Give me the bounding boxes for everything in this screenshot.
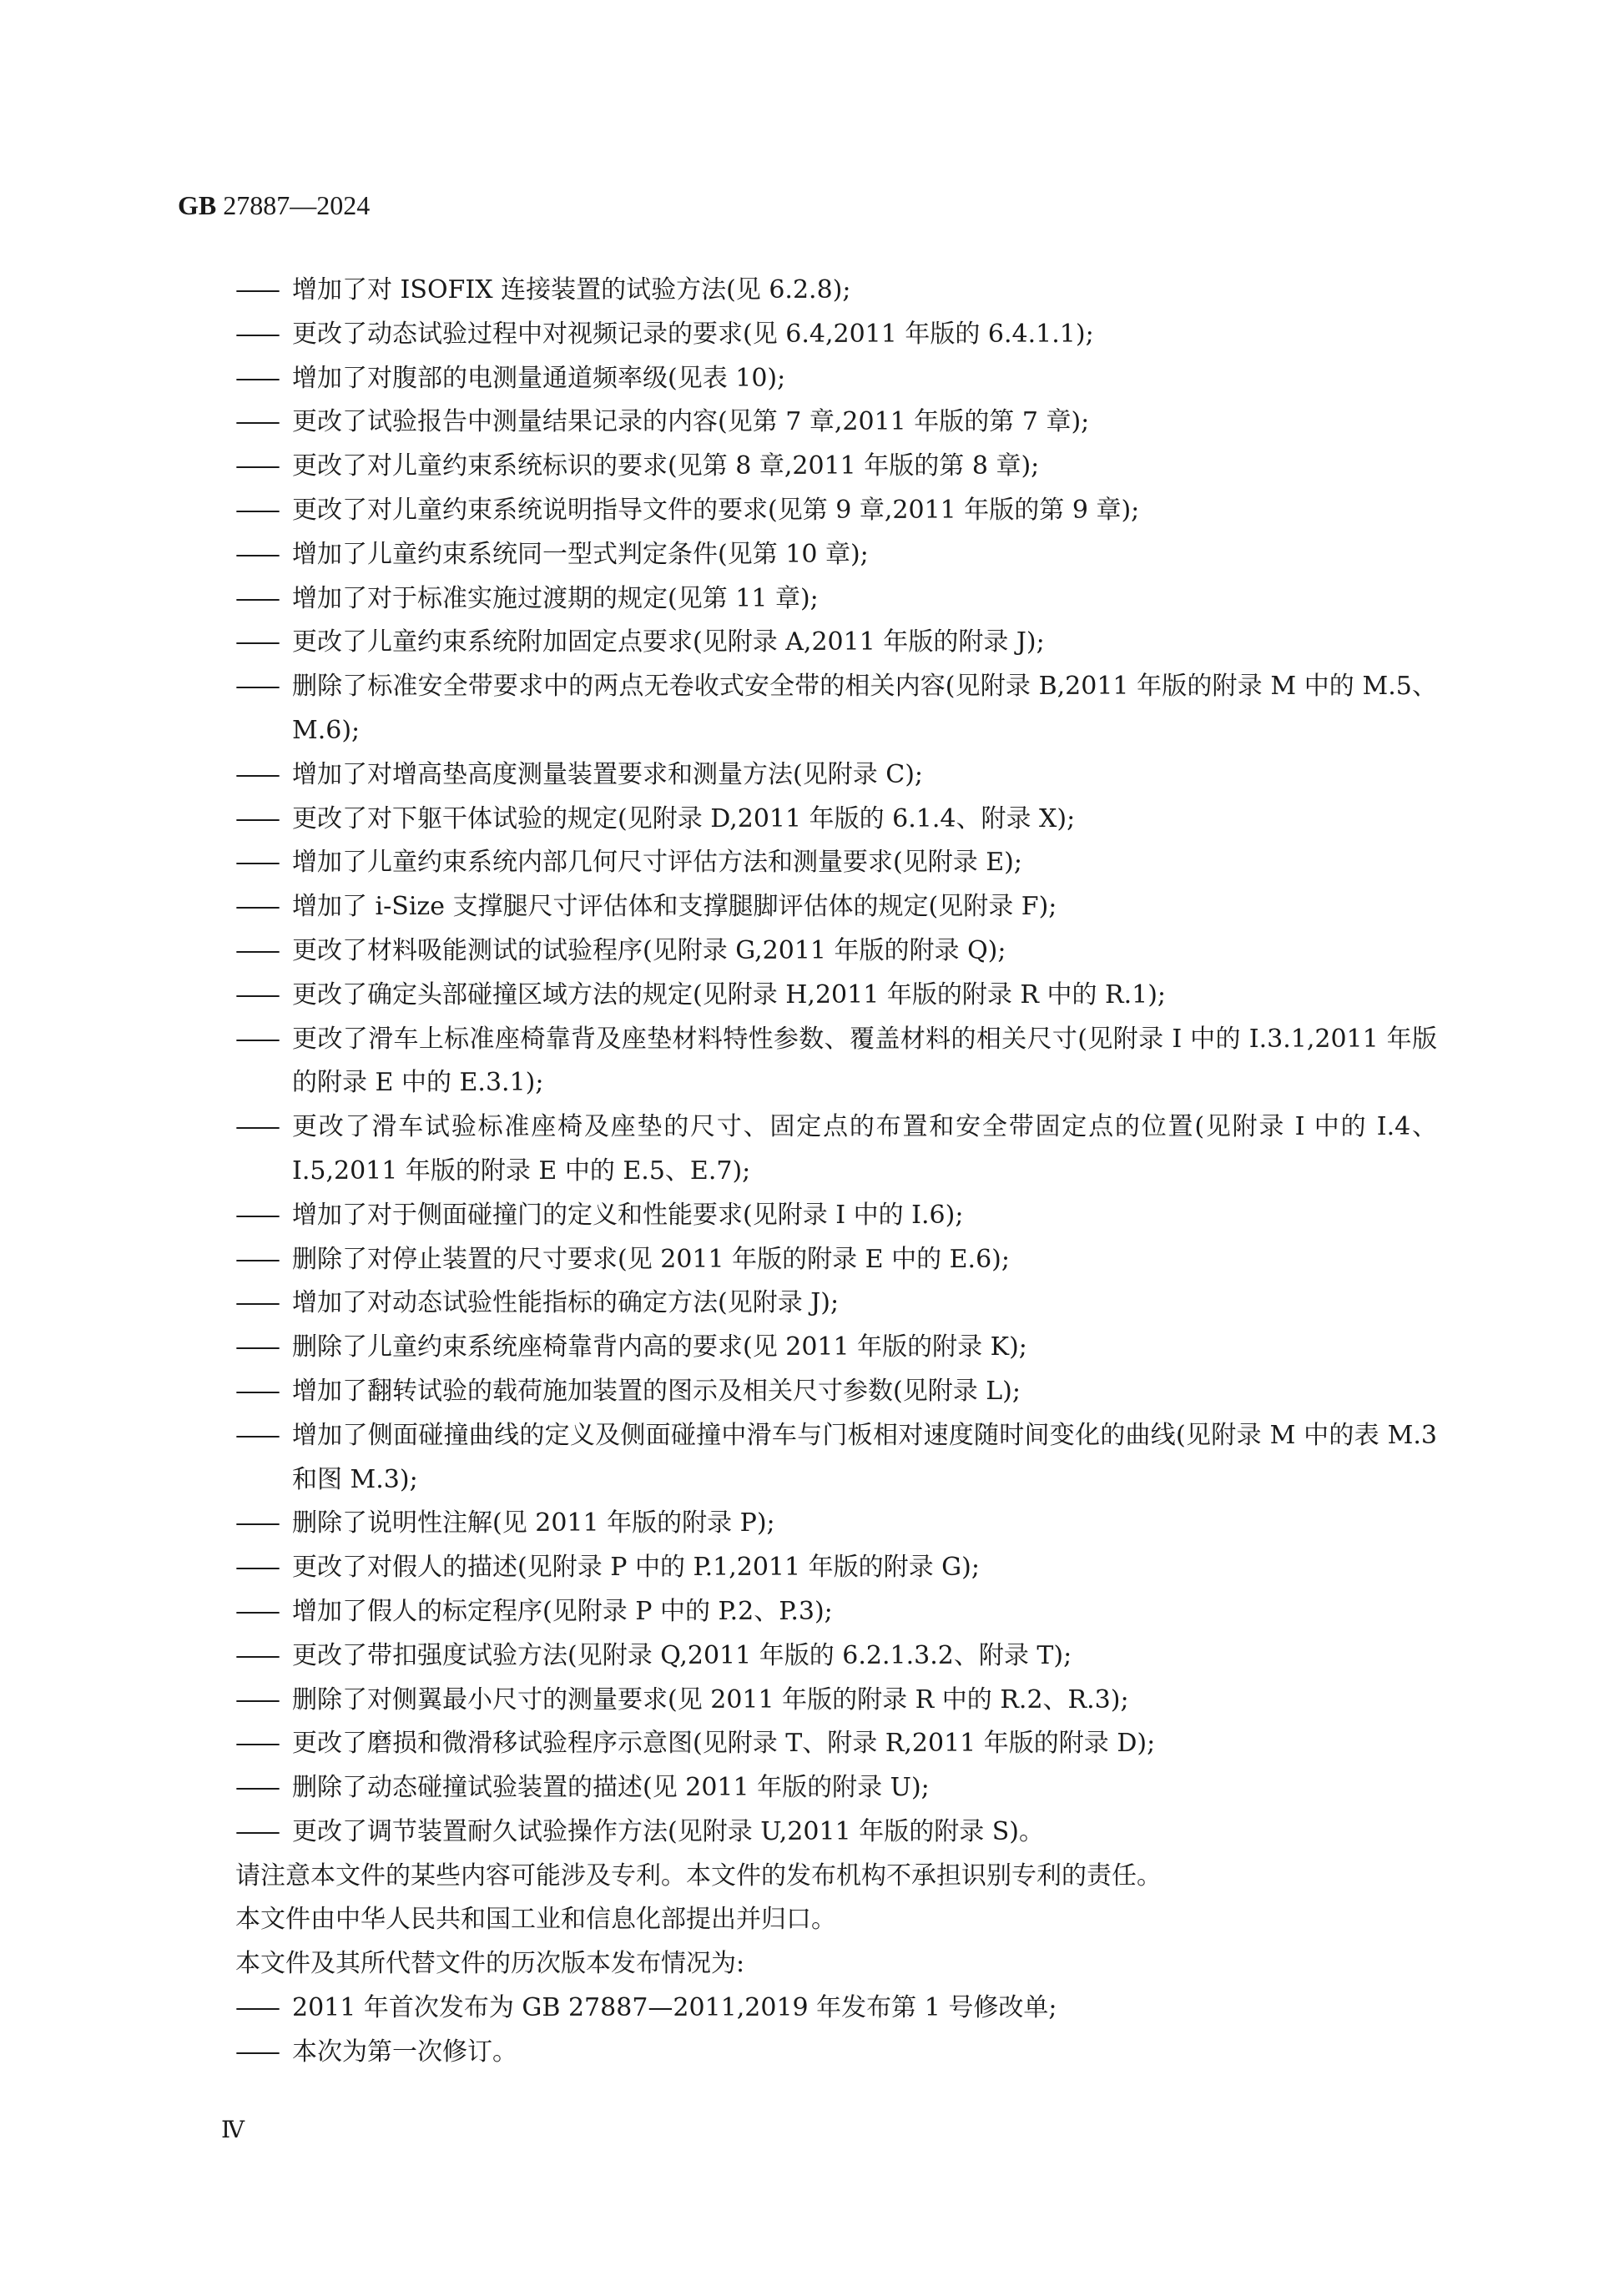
list-item: —— 增加了儿童约束系统内部几何尺寸评估方法和测量要求(见附录 E); [235, 841, 1437, 885]
dash-bullet [235, 445, 292, 489]
list-item: —— 更改了确定头部碰撞区域方法的规定(见附录 H,2011 年版的附录 R 中的 R.1); [235, 974, 1437, 1018]
history-intro: 本文件及其所代替文件的历次版本发布情况为: [235, 1949, 745, 1979]
list-item: —— 增加了对于侧面碰撞门的定义和性能要求(见附录 I 中的 I.6); [235, 1194, 1437, 1238]
list-item: —— 删除了标准安全带要求中的两点无卷收式安全带的相关内容(见附录 B,2011 年版的附录 M 中的 M.5、M.6); [235, 665, 1437, 753]
list-item: —— 更改了滑车试验标准座椅及座垫的尺寸、固定点的布置和安全带固定点的位置(见附录 I 中的 I.4、I.5,2011 年版的附录 E 中的 E.5、E.7); [235, 1105, 1437, 1194]
dash-bullet [235, 1370, 292, 1414]
list-item: —— 增加了 i-Size 支撑腿尺寸评估体和支撑腿脚评估体的规定(见附录 F); [235, 885, 1437, 929]
list-item: —— 更改了对儿童约束系统说明指导文件的要求(见第 9 章,2011 年版的第 9 章); [235, 489, 1437, 533]
dash-bullet [235, 841, 292, 885]
dash-bullet [235, 1810, 292, 1855]
dash-bullet [235, 400, 292, 445]
document-header [178, 190, 370, 221]
dash-bullet [235, 1634, 292, 1679]
dash-bullet [235, 1105, 292, 1150]
list-item: —— 增加了对腹部的电测量通道频率级(见表 10); [235, 357, 1437, 401]
dash-bullet [235, 621, 292, 665]
dash-bullet [235, 1194, 292, 1238]
dash-bullet [235, 1238, 292, 1282]
document-body [235, 269, 1437, 2075]
list-item: —— 更改了对儿童约束系统标识的要求(见第 8 章,2011 年版的第 8 章); [235, 445, 1437, 489]
dash-bullet [235, 974, 292, 1018]
dash-bullet [235, 489, 292, 533]
dash-bullet [235, 533, 292, 577]
changes-list [235, 269, 1437, 1855]
dash-bullet [235, 313, 292, 357]
dash-bullet [235, 577, 292, 622]
list-item: —— 删除了动态碰撞试验装置的描述(见 2011 年版的附录 U); [235, 1766, 1437, 1810]
list-item: —— 更改了儿童约束系统附加固定点要求(见附录 A,2011 年版的附录 J); [235, 621, 1437, 665]
dash-bullet [235, 2031, 292, 2075]
dash-bullet [235, 1414, 292, 1458]
dash-bullet [235, 1722, 292, 1766]
list-item: —— 增加了儿童约束系统同一型式判定条件(见第 10 章); [235, 533, 1437, 577]
list-item: —— 更改了材料吸能测试的试验程序(见附录 G,2011 年版的附录 Q); [235, 929, 1437, 974]
dash-bullet [235, 269, 292, 313]
list-item: —— 本次为第一次修订。 [235, 2031, 1437, 2075]
page-number: Ⅳ [221, 2117, 245, 2143]
list-item: —— 增加了对于标准实施过渡期的规定(见第 11 章); [235, 577, 1437, 622]
list-item: —— 删除了对停止装置的尺寸要求(见 2011 年版的附录 E 中的 E.6); [235, 1238, 1437, 1282]
list-item: —— 更改了试验报告中测量结果记录的内容(见第 7 章,2011 年版的第 7 章); [235, 400, 1437, 445]
proposer-statement: 本文件由中华人民共和国工业和信息化部提出并归口。 [235, 1905, 836, 1935]
dash-bullet [235, 1986, 292, 2031]
list-item: —— 更改了对假人的描述(见附录 P 中的 P.1,2011 年版的附录 G); [235, 1546, 1437, 1590]
dash-bullet [235, 885, 292, 929]
standard-number: 27887—2024 [223, 190, 371, 220]
history-list [235, 1986, 1437, 2075]
list-item: —— 增加了翻转试验的载荷施加装置的图示及相关尺寸参数(见附录 L); [235, 1370, 1437, 1414]
dash-bullet [235, 1502, 292, 1546]
list-item: —— 删除了儿童约束系统座椅靠背内高的要求(见 2011 年版的附录 K); [235, 1326, 1437, 1370]
standard-prefix: GB [178, 190, 217, 220]
list-item: —— 增加了对 ISOFIX 连接装置的试验方法(见 6.2.8); [235, 269, 1437, 313]
list-item: —— 删除了对侧翼最小尺寸的测量要求(见 2011 年版的附录 R 中的 R.2、R.3); [235, 1679, 1437, 1723]
list-item: —— 增加了对动态试验性能指标的确定方法(见附录 J); [235, 1281, 1437, 1326]
dash-bullet [235, 1590, 292, 1634]
list-item: —— 更改了磨损和微滑移试验程序示意图(见附录 T、附录 R,2011 年版的附录 D); [235, 1722, 1437, 1766]
list-item: —— 更改了动态试验过程中对视频记录的要求(见 6.4,2011 年版的 6.4.1.1); [235, 313, 1437, 357]
dash-bullet [235, 357, 292, 401]
list-item: —— 更改了滑车上标准座椅靠背及座垫材料特性参数、覆盖材料的相关尺寸(见附录 I 中的 I.3.1,2011 年版的附录 E 中的 E.3.1); [235, 1018, 1437, 1106]
list-item: —— 删除了说明性注解(见 2011 年版的附录 P); [235, 1502, 1437, 1546]
dash-bullet [235, 798, 292, 842]
list-item: —— 增加了对增高垫高度测量装置要求和测量方法(见附录 C); [235, 753, 1437, 798]
list-item: —— 更改了对下躯干体试验的规定(见附录 D,2011 年版的 6.1.4、附录 X); [235, 798, 1437, 842]
dash-bullet [235, 1766, 292, 1810]
patent-notice: 请注意本文件的某些内容可能涉及专利。本文件的发布机构不承担识别专利的责任。 [235, 1860, 1162, 1891]
list-item: —— 增加了假人的标定程序(见附录 P 中的 P.2、P.3); [235, 1590, 1437, 1634]
list-item: —— 更改了调节装置耐久试验操作方法(见附录 U,2011 年版的附录 S)。 [235, 1810, 1437, 1855]
dash-bullet [235, 665, 292, 709]
list-item: —— 更改了带扣强度试验方法(见附录 Q,2011 年版的 6.2.1.3.2、附录 T); [235, 1634, 1437, 1679]
dash-bullet [235, 1546, 292, 1590]
dash-bullet [235, 1679, 292, 1723]
dash-bullet [235, 929, 292, 974]
dash-bullet [235, 1326, 292, 1370]
list-item: —— 2011 年首次发布为 GB 27887—2011,2019 年发布第 1 号修改单; [235, 1986, 1437, 2031]
dash-bullet [235, 1281, 292, 1326]
dash-bullet [235, 1018, 292, 1062]
list-item: —— 增加了侧面碰撞曲线的定义及侧面碰撞中滑车与门板相对速度随时间变化的曲线(见附录 M 中的表 M.3 和图 M.3); [235, 1414, 1437, 1503]
dash-bullet [235, 753, 292, 798]
